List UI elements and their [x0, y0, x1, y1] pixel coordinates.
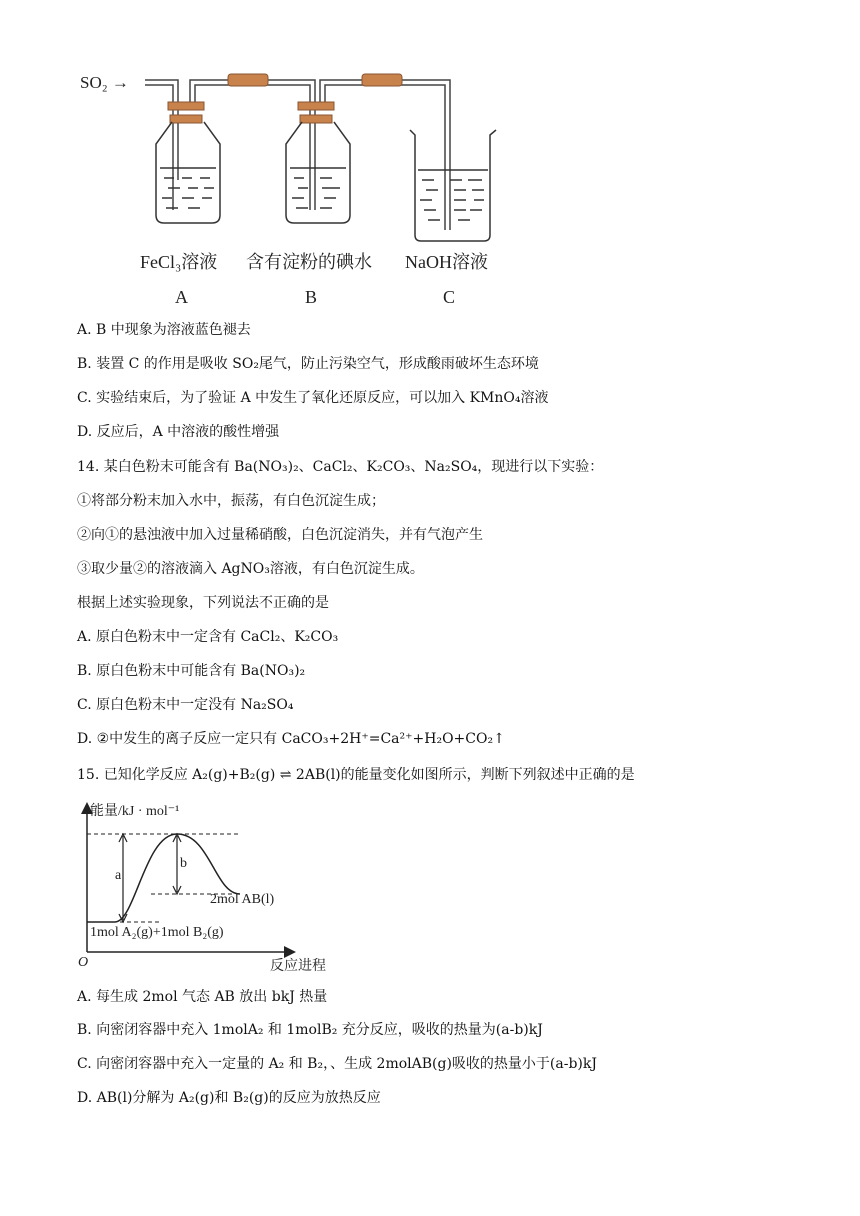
origin-label: O: [78, 955, 89, 970]
q15-option-d: D. AB(l)分解为 A₂(g)和 B₂(g)的反应为放热反应: [77, 1090, 381, 1106]
reactant-label: 1mol A₂(g)+1mol B₂(g): [90, 925, 224, 940]
q14-option-a: A. 原白色粉末中一定含有 CaCl₂、K₂CO₃: [77, 629, 339, 645]
inlet-tube: [145, 80, 178, 210]
q15-stem: 15. 已知化学反应 A₂(g)+B₂(g) ⇌ 2AB(l)的能量变化如图所示，判断下列叙述中正确的是: [77, 767, 635, 783]
energy-diagram: [75, 798, 375, 978]
q14-option-b: B. 原白色粉末中可能含有 Ba(NO₃)₂: [77, 663, 306, 679]
q15-option-a: A. 每生成 2mol 气态 AB 放出 bkJ 热量: [77, 989, 328, 1005]
q15-option-c: C. 向密闭容器中充入一定量的 A₂ 和 B₂，、生成 2molAB(g)吸收的热量小于(a-b)kJ: [77, 1056, 597, 1072]
bottle-a-label: FeCl₃溶液: [140, 252, 218, 272]
q14-step-3: ③取少量②的溶液滴入 AgNO₃溶液，有白色沉淀生成。: [77, 561, 424, 577]
letter-c: C: [443, 287, 456, 307]
q14-option-d: D. ②中发生的离子反应一定只有 CaCO₃+2H⁺=Ca²⁺+H₂O+CO₂↑: [77, 731, 505, 747]
product-label: 2mol AB(l): [210, 892, 275, 907]
q15-option-b: B. 向密闭容器中充入 1molA₂ 和 1molB₂ 充分反应，吸收的热量为(a-b)kJ: [77, 1022, 543, 1038]
gas-label: SO₂ →: [80, 73, 129, 92]
q13-option-d: D. 反应后，A 中溶液的酸性增强: [77, 424, 280, 440]
energy-curve: [87, 834, 240, 922]
q14-question: 根据上述实验现象，下列说法不正确的是: [77, 595, 329, 611]
x-axis-label: 反应进程: [270, 959, 326, 974]
q14-step-2: ②向①的悬浊液中加入过量稀硝酸，白色沉淀消失，并有气泡产生: [77, 527, 483, 543]
q14-stem: 14. 某白色粉末可能含有 Ba(NO₃)₂、CaCl₂、K₂CO₃、Na₂SO₄，现进行以下实验：: [77, 459, 604, 475]
q13-option-c: C. 实验结束后，为了验证 A 中发生了氧化还原反应，可以加入 KMnO₄溶液: [77, 390, 549, 406]
q14-step-1: ①将部分粉末加入水中，振荡，有白色沉淀生成；: [77, 493, 385, 509]
tube-a-to-b: [190, 80, 315, 210]
tube-b-to-c: [320, 80, 450, 230]
gap-b-label: b: [180, 856, 187, 871]
letter-a: A: [175, 287, 188, 307]
q13-option-b: B. 装置 C 的作用是吸收 SO₂尾气，防止污染空气，形成酸雨破坏生态环境: [77, 356, 539, 372]
connector-1: [228, 74, 268, 86]
gap-a-label: a: [115, 868, 122, 883]
q14-option-c: C. 原白色粉末中一定没有 Na₂SO₄: [77, 697, 294, 713]
bottle-b: [286, 102, 350, 223]
q13-option-a: A. B 中现象为溶液蓝色褪去: [77, 322, 251, 338]
bottle-a: [156, 102, 220, 223]
beaker-c: [410, 130, 496, 241]
beaker-c-label: NaOH溶液: [405, 252, 488, 272]
y-axis-label: 能量/kJ · mol⁻¹: [90, 804, 180, 819]
letter-b: B: [305, 287, 318, 307]
bottle-b-label: 含有淀粉的碘水: [246, 252, 372, 272]
connector-2: [362, 74, 402, 86]
